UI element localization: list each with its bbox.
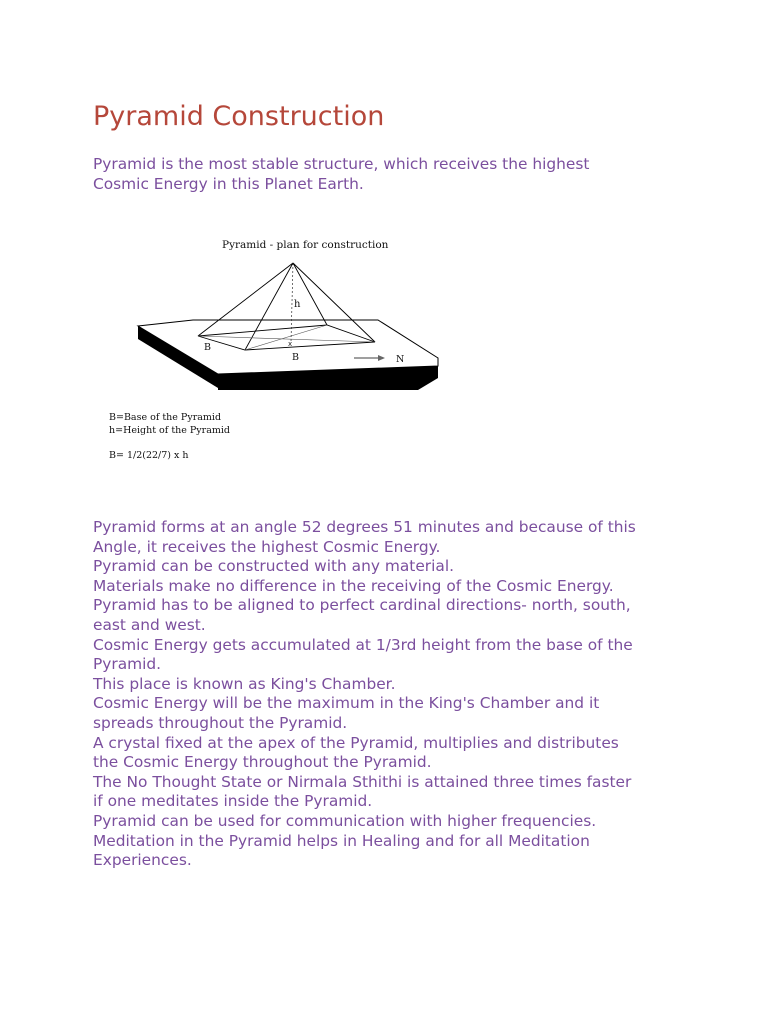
body-line: Materials make no difference in the receiving of the Cosmic Energy. <box>93 576 614 595</box>
body-line: A crystal fixed at the apex of the Pyramid, multiplies and distributes <box>93 733 619 752</box>
body-line: the Cosmic Energy throughout the Pyramid. <box>93 753 432 772</box>
diagram-label-b-left: B <box>204 342 211 353</box>
diagram-label-n: N <box>396 354 405 365</box>
body-line: Cosmic Energy gets accumulated at 1/3rd height from the base of the <box>93 635 633 654</box>
body-line: Pyramid can be constructed with any material. <box>93 557 455 576</box>
body-line: This place is known as King's Chamber. <box>93 674 396 693</box>
body-paragraph <box>93 518 733 871</box>
body-line: Pyramid has to be aligned to perfect cardinal directions- north, south, <box>93 596 631 615</box>
legend-base: B=Base of the Pyramid <box>109 412 222 423</box>
diagram-label-h: h <box>294 299 301 310</box>
formula: B= 1/2(22/7) x h <box>109 450 189 461</box>
page-title: Pyramid Construction <box>93 101 385 132</box>
body-line: Cosmic Energy will be the maximum in the King's Chamber and it <box>93 694 600 713</box>
body-line: east and west. <box>93 615 206 634</box>
intro-line: Cosmic Energy in this Planet Earth. <box>93 174 364 193</box>
body-line: Pyramid. <box>93 655 162 674</box>
diagram-label-b-center: B <box>292 352 299 363</box>
body-line: Experiences. <box>93 851 192 870</box>
intro-line: Pyramid is the most stable structure, which receives the highest <box>93 155 590 173</box>
body-line: Pyramid forms at an angle 52 degrees 51 minutes and because of this <box>93 518 636 536</box>
body-line: spreads throughout the Pyramid. <box>93 713 348 732</box>
legend-height: h=Height of the Pyramid <box>109 425 230 436</box>
body-line: if one meditates inside the Pyramid. <box>93 792 373 811</box>
pyramid-plan-diagram <box>105 228 450 468</box>
body-line: Angle, it receives the highest Cosmic Energy. <box>93 537 441 556</box>
center-mark: x <box>288 340 293 348</box>
body-line: Meditation in the Pyramid helps in Healing and for all Meditation <box>93 831 590 850</box>
body-line: The No Thought State or Nirmala Sthithi is attained three times faster <box>93 772 632 791</box>
diagram-caption: Pyramid - plan for construction <box>222 239 389 251</box>
body-line: Pyramid can be used for communication with higher frequencies. <box>93 811 597 830</box>
intro-paragraph <box>93 155 693 194</box>
